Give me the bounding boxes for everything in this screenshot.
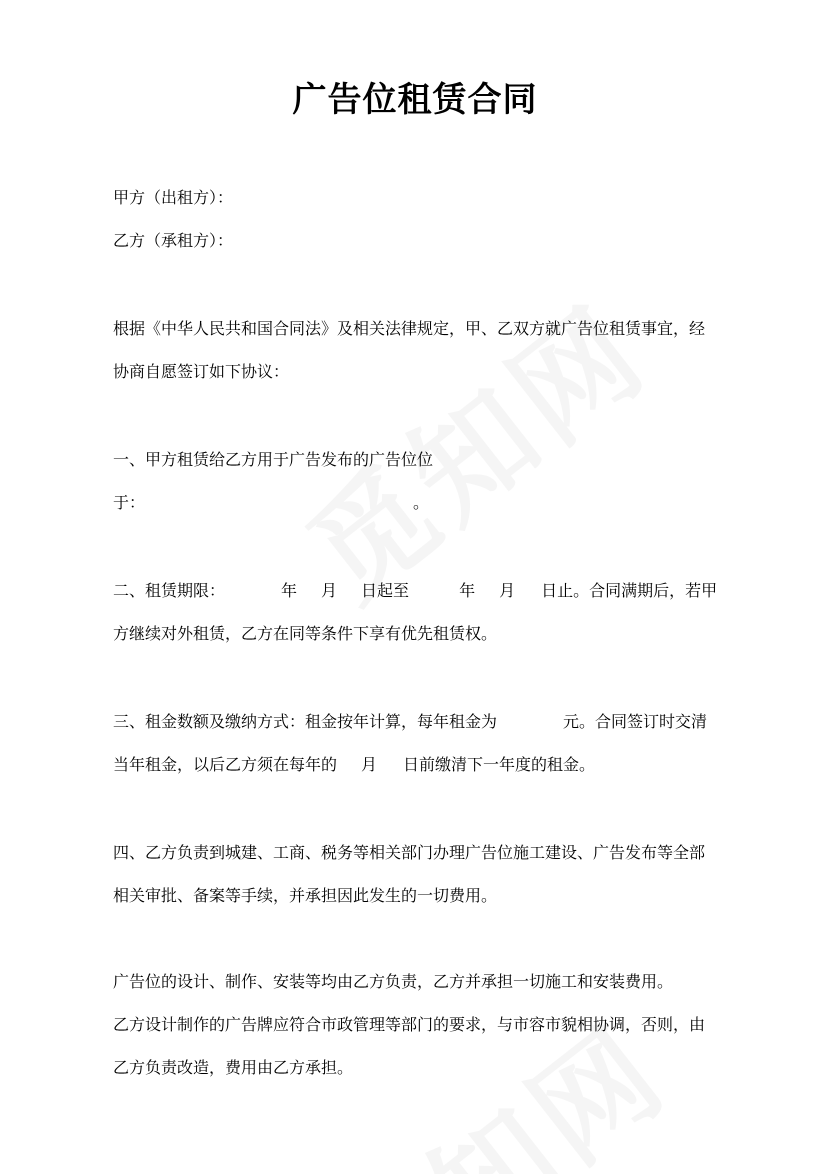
clause-3-line-1 bbox=[113, 711, 707, 733]
start-year-unit: 年 bbox=[281, 581, 298, 600]
clause-4-line-2: 相关审批、备案等手续，并承担因此发生的一切费用。 bbox=[113, 886, 498, 905]
start-month-unit: 月 bbox=[321, 581, 338, 600]
clause-4-line-1: 四、乙方负责到城建、工商、税务等相关部门办理广告位施工建设、广告发布等全部 bbox=[113, 843, 706, 862]
clause-5-line-3: 乙方负责改造，费用由乙方承担。 bbox=[113, 1058, 354, 1077]
clause-2-line-2: 方继续对外租赁，乙方在同等条件下享有优先租赁权。 bbox=[113, 624, 498, 643]
clause-1-location-label: 于： bbox=[113, 493, 146, 512]
clause-3-line-2 bbox=[113, 754, 595, 776]
party-a-line: 甲方（出租方）： bbox=[113, 188, 234, 207]
clause-3-text-c: 当年租金，以后乙方须在每年的 bbox=[113, 755, 338, 774]
clause-3-text-d: 日前缴清下一年度的租金。 bbox=[403, 755, 596, 774]
clause-3-text-a: 三、租金数额及缴纳方式：租金按年计算，每年租金为 bbox=[113, 712, 498, 731]
start-day-unit: 日起至 bbox=[361, 581, 410, 600]
preamble-line-1: 根据《中华人民共和国合同法》及相关法律规定，甲、乙双方就广告位租赁事宜，经 bbox=[113, 319, 706, 338]
clause-2-label: 二、租赁期限： bbox=[113, 581, 226, 600]
end-month-unit: 月 bbox=[499, 581, 516, 600]
party-b-line: 乙方（承租方）： bbox=[113, 231, 234, 250]
clause-5-line-2: 乙方设计制作的广告牌应符合市政管理等部门的要求，与市容市貌相协调，否则，由 bbox=[113, 1015, 706, 1034]
clause-1-period: 。 bbox=[413, 493, 430, 512]
watermark bbox=[268, 260, 676, 632]
clause-5-line-1: 广告位的设计、制作、安装等均由乙方负责，乙方并承担一切施工和安装费用。 bbox=[113, 972, 674, 991]
document-title: 广告位租赁合同 bbox=[292, 80, 538, 120]
pay-month-unit: 月 bbox=[361, 755, 378, 774]
clause-3-text-b: 元。合同签订时交清 bbox=[563, 712, 708, 731]
end-year-unit: 年 bbox=[459, 581, 476, 600]
clause-1-line-1: 一、甲方租赁给乙方用于广告发布的广告位位 bbox=[113, 450, 434, 469]
preamble-line-2: 协商自愿签订如下协议： bbox=[113, 362, 290, 381]
end-day-unit: 日止。合同满期后，若甲 bbox=[541, 581, 718, 600]
clause-2-line-1 bbox=[113, 580, 717, 602]
clause-1-line-2 bbox=[113, 492, 429, 514]
